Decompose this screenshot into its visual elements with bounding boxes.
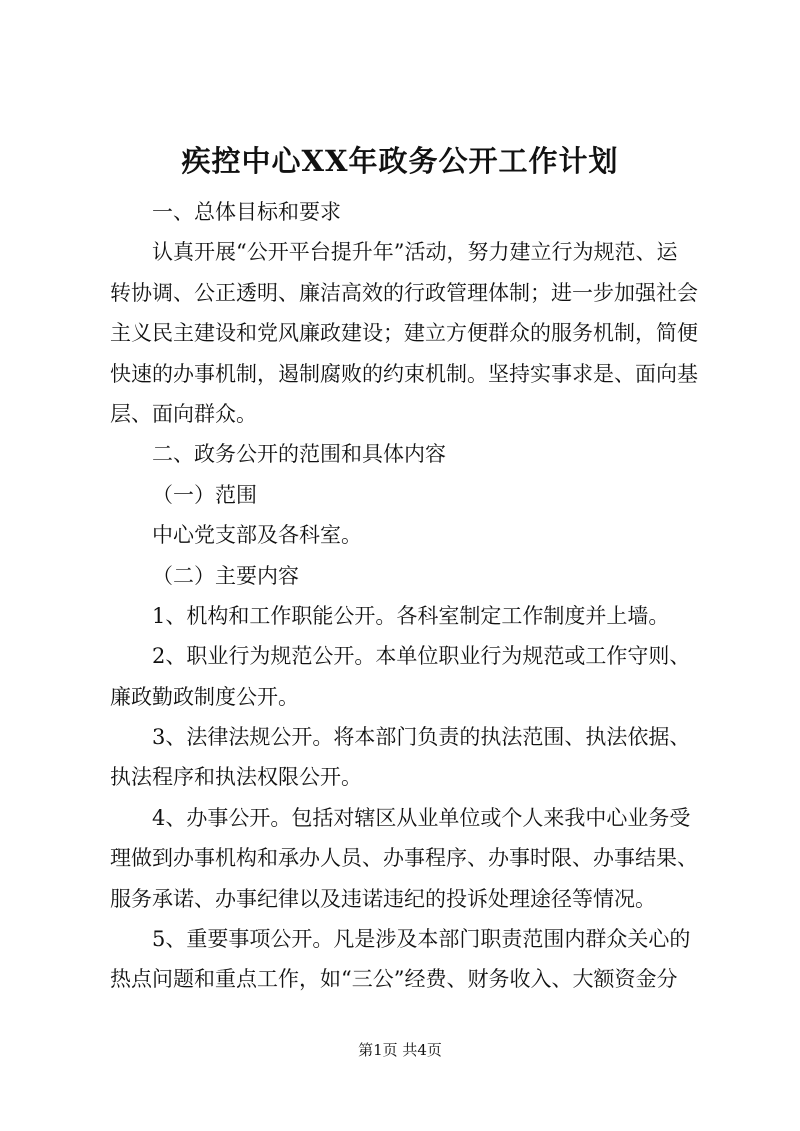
body-line: 1、机构和工作职能公开。各科室制定工作制度并上墙。 <box>152 603 670 628</box>
body-line: （二）主要内容 <box>152 563 299 588</box>
body-line: 服务承诺、办事纪律以及违诺违纪的投诉处理途径等情况。 <box>110 886 656 911</box>
document-title: 疾控中心XX年政务公开工作计划 <box>181 144 619 178</box>
body-line: 认真开展“公开平台提升年”活动，努力建立行为规范、运 <box>152 240 678 265</box>
body-line: 执法程序和执法权限公开。 <box>110 765 362 790</box>
body-line: 一、总体目标和要求 <box>152 200 341 224</box>
page-footer: 第1页 共4页 <box>358 1041 442 1059</box>
body-line: 二、政务公开的范围和具体内容 <box>152 442 446 467</box>
body-line: 5、重要事项公开。凡是涉及本部门职责范围内群众关心的 <box>152 927 691 952</box>
body-line: 廉政勤政制度公开。 <box>110 684 299 709</box>
body-line: 理做到办事机构和承办人员、办事程序、办事时限、办事结果、 <box>110 846 698 871</box>
body-line: 主义民主建设和党风廉政建设；建立方便群众的服务机制，简便 <box>110 321 698 346</box>
document-body <box>110 192 710 1000</box>
body-line: 层、面向群众。 <box>110 401 257 426</box>
body-line: （一）范围 <box>152 482 257 507</box>
body-line: 热点问题和重点工作，如“三公”经费、财务收入、大额资金分 <box>110 967 678 992</box>
body-line: 2、职业行为规范公开。本单位职业行为规范或工作守则、 <box>152 644 691 669</box>
body-line: 4、办事公开。包括对辖区从业单位或个人来我中心业务受 <box>152 805 691 830</box>
body-line: 转协调、公正透明、廉洁高效的行政管理体制；进一步加强社会 <box>110 280 698 305</box>
body-line: 3、法律法规公开。将本部门负责的执法范围、执法依据、 <box>152 725 691 750</box>
body-line: 中心党支部及各科室。 <box>152 523 362 548</box>
body-line: 快速的办事机制，遏制腐败的约束机制。坚持实事求是、面向基 <box>110 361 698 386</box>
